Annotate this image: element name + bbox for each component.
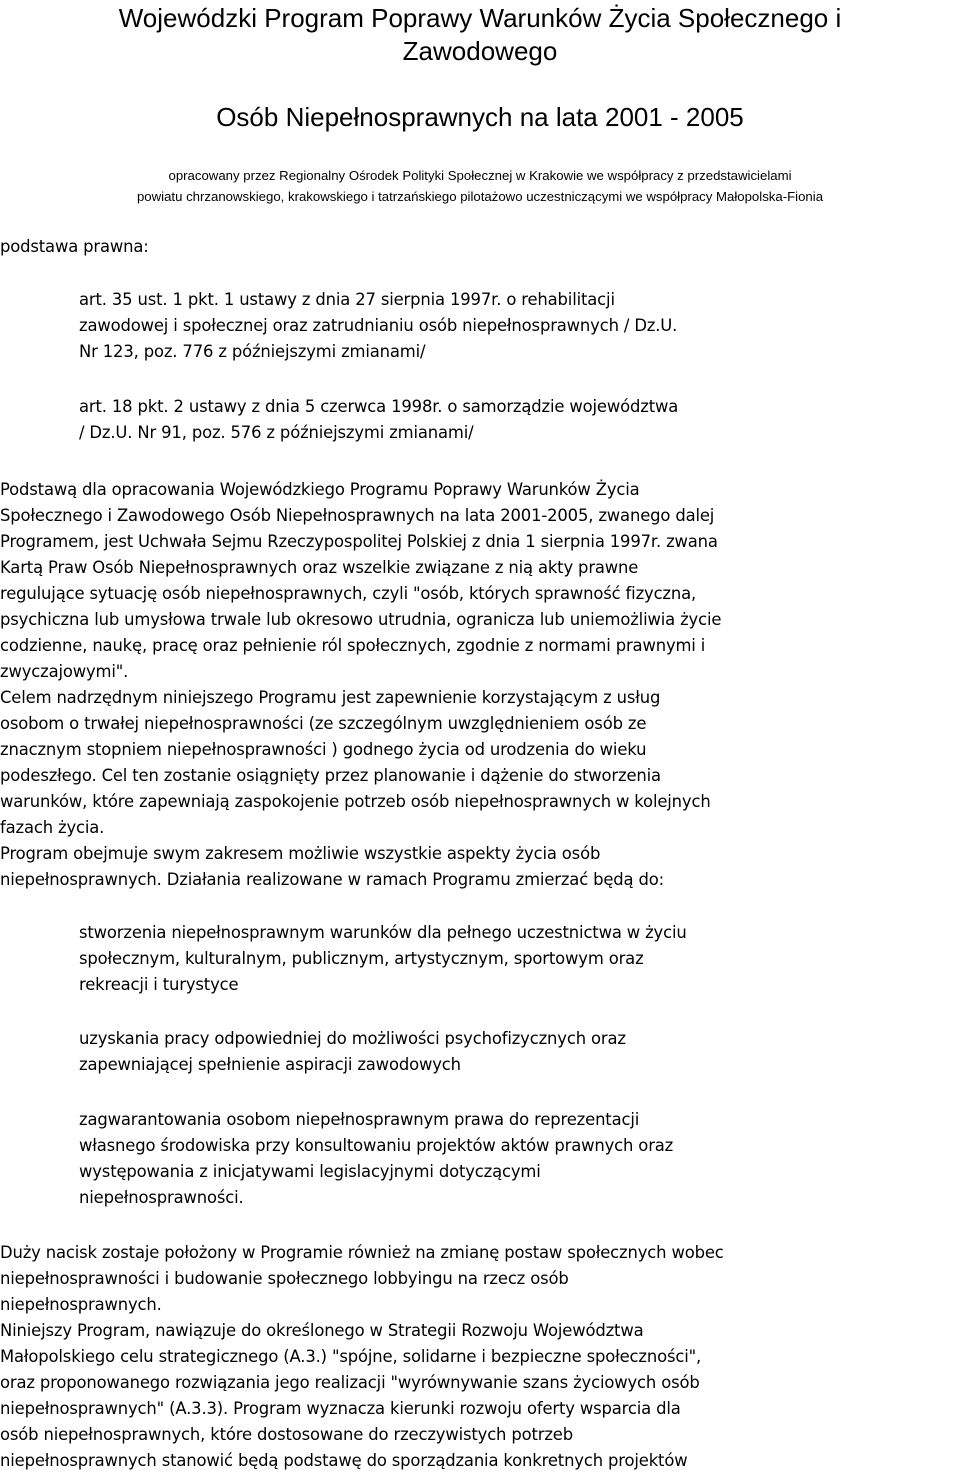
body-line: niepełnosprawnych stanowić będą podstawę do sporządzania konkretnych projektów bbox=[0, 1451, 688, 1470]
body-line: Celem nadrzędnym niniejszego Programu jest zapewnienie korzystającym z usług bbox=[0, 688, 661, 707]
legal-basis-item bbox=[79, 287, 949, 365]
body-line: fazach życia. bbox=[0, 818, 105, 837]
legal-line: art. 18 pkt. 2 ustawy z dnia 5 czerwca 1998r. o samorządzie województwa bbox=[79, 397, 679, 416]
goal-line: społecznym, kulturalnym, publicznym, artystycznym, sportowym oraz bbox=[79, 949, 644, 968]
goal-item bbox=[79, 920, 687, 998]
body-line: regulujące sytuację osób niepełnosprawnych, czyli "osób, których sprawność fizyczna, bbox=[0, 584, 697, 603]
document-title bbox=[0, 2, 960, 68]
legal-basis-item bbox=[79, 394, 949, 446]
title-line: Zawodowego bbox=[402, 36, 558, 66]
body-line: warunków, które zapewniają zaspokojenie potrzeb osób niepełnosprawnych w kolejnych bbox=[0, 792, 711, 811]
body-text-section bbox=[0, 1240, 960, 1474]
legal-line: zawodowej i społecznej oraz zatrudnianiu osób niepełnosprawnych / Dz.U. bbox=[79, 316, 678, 335]
body-line: Duży nacisk zostaje położony w Programie również na zmianę postaw społecznych wobec bbox=[0, 1243, 724, 1262]
goal-item bbox=[79, 1107, 673, 1211]
body-line: znacznym stopniem niepełnosprawności ) godnego życia od urodzenia do wieku bbox=[0, 740, 647, 759]
body-line: oraz proponowanego rozwiązania jego realizacji "wyrównywanie szans życiowych osób bbox=[0, 1373, 700, 1392]
legal-basis-label: podstawa prawna: bbox=[0, 237, 149, 256]
document-subtitle: Osób Niepełnosprawnych na lata 2001 - 2005 bbox=[216, 102, 744, 132]
body-line: Kartą Praw Osób Niepełnosprawnych oraz wszelkie związane z nią akty prawne bbox=[0, 558, 639, 577]
body-line: Programem, jest Uchwała Sejmu Rzeczypospolitej Polskiej z dnia 1 sierpnia 1997r. zwana bbox=[0, 532, 718, 551]
goal-line: własnego środowiska przy konsultowaniu projektów aktów prawnych oraz bbox=[79, 1136, 674, 1155]
legal-line: art. 35 ust. 1 pkt. 1 ustawy z dnia 27 sierpnia 1997r. o rehabilitacji bbox=[79, 290, 615, 309]
body-line: niepełnosprawnych. Działania realizowane w ramach Programu zmierzać będą do: bbox=[0, 870, 665, 889]
body-line: codzienne, naukę, pracę oraz pełnienie ról społecznych, zgodnie z normami prawnymi i bbox=[0, 636, 706, 655]
title-line: Wojewódzki Program Poprawy Warunków Życia Społecznego i bbox=[118, 3, 842, 33]
body-text-section bbox=[0, 477, 960, 893]
body-line: osobom o trwałej niepełnosprawności (ze szczególnym uwzględnieniem osób ze bbox=[0, 714, 647, 733]
goal-line: stworzenia niepełnosprawnym warunków dla pełnego uczestnictwa w życiu bbox=[79, 923, 687, 942]
intro-paragraph bbox=[0, 165, 960, 207]
body-line: Społecznego i Zawodowego Osób Niepełnosprawnych na lata 2001-2005, zwanego dalej bbox=[0, 506, 715, 525]
body-line: zwyczajowymi". bbox=[0, 662, 129, 681]
body-line: Niniejszy Program, nawiązuje do określonego w Strategii Rozwoju Województwa bbox=[0, 1321, 644, 1340]
goal-item bbox=[79, 1026, 626, 1078]
intro-line: opracowany przez Regionalny Ośrodek Polityki Społecznej w Krakowie we współpracy z przedstawicielami bbox=[168, 168, 792, 183]
intro-line: powiatu chrzanowskiego, krakowskiego i tatrzańskiego pilotażowo uczestniczącymi we współpracy Małopolska-Fionia bbox=[136, 189, 824, 204]
body-line: Program obejmuje swym zakresem możliwie wszystkie aspekty życia osób bbox=[0, 844, 601, 863]
goal-line: zagwarantowania osobom niepełnosprawnym prawa do reprezentacji bbox=[79, 1110, 640, 1129]
body-line: niepełnosprawności i budowanie społecznego lobbyingu na rzecz osób bbox=[0, 1269, 569, 1288]
body-line: Małopolskiego celu strategicznego (A.3.) "spójne, solidarne i bezpieczne społeczności", bbox=[0, 1347, 702, 1366]
body-line: podeszłego. Cel ten zostanie osiągnięty przez planowanie i dążenie do stworzenia bbox=[0, 766, 661, 785]
goal-line: rekreacji i turystyce bbox=[79, 975, 239, 994]
body-line: osób niepełnosprawnych, które dostosowane do rzeczywistych potrzeb bbox=[0, 1425, 573, 1444]
body-line: niepełnosprawnych" (A.3.3). Program wyznacza kierunki rozwoju oferty wsparcia dla bbox=[0, 1399, 681, 1418]
goal-line: uzyskania pracy odpowiedniej do możliwości psychofizycznych oraz bbox=[79, 1029, 626, 1048]
body-line: niepełnosprawnych. bbox=[0, 1295, 162, 1314]
goal-line: niepełnosprawności. bbox=[79, 1188, 244, 1207]
body-line: Podstawą dla opracowania Wojewódzkiego Programu Poprawy Warunków Życia bbox=[0, 480, 640, 499]
legal-line: Nr 123, poz. 776 z późniejszymi zmianami/ bbox=[79, 342, 426, 361]
body-line: psychiczna lub umysłowa trwale lub okresowo utrudnia, ogranicza lub uniemożliwia życie bbox=[0, 610, 722, 629]
goal-line: zapewniającej spełnienie aspiracji zawodowych bbox=[79, 1055, 461, 1074]
goal-line: występowania z inicjatywami legislacyjnymi dotyczącymi bbox=[79, 1162, 541, 1181]
legal-line: / Dz.U. Nr 91, poz. 576 z późniejszymi zmianami/ bbox=[79, 423, 474, 442]
